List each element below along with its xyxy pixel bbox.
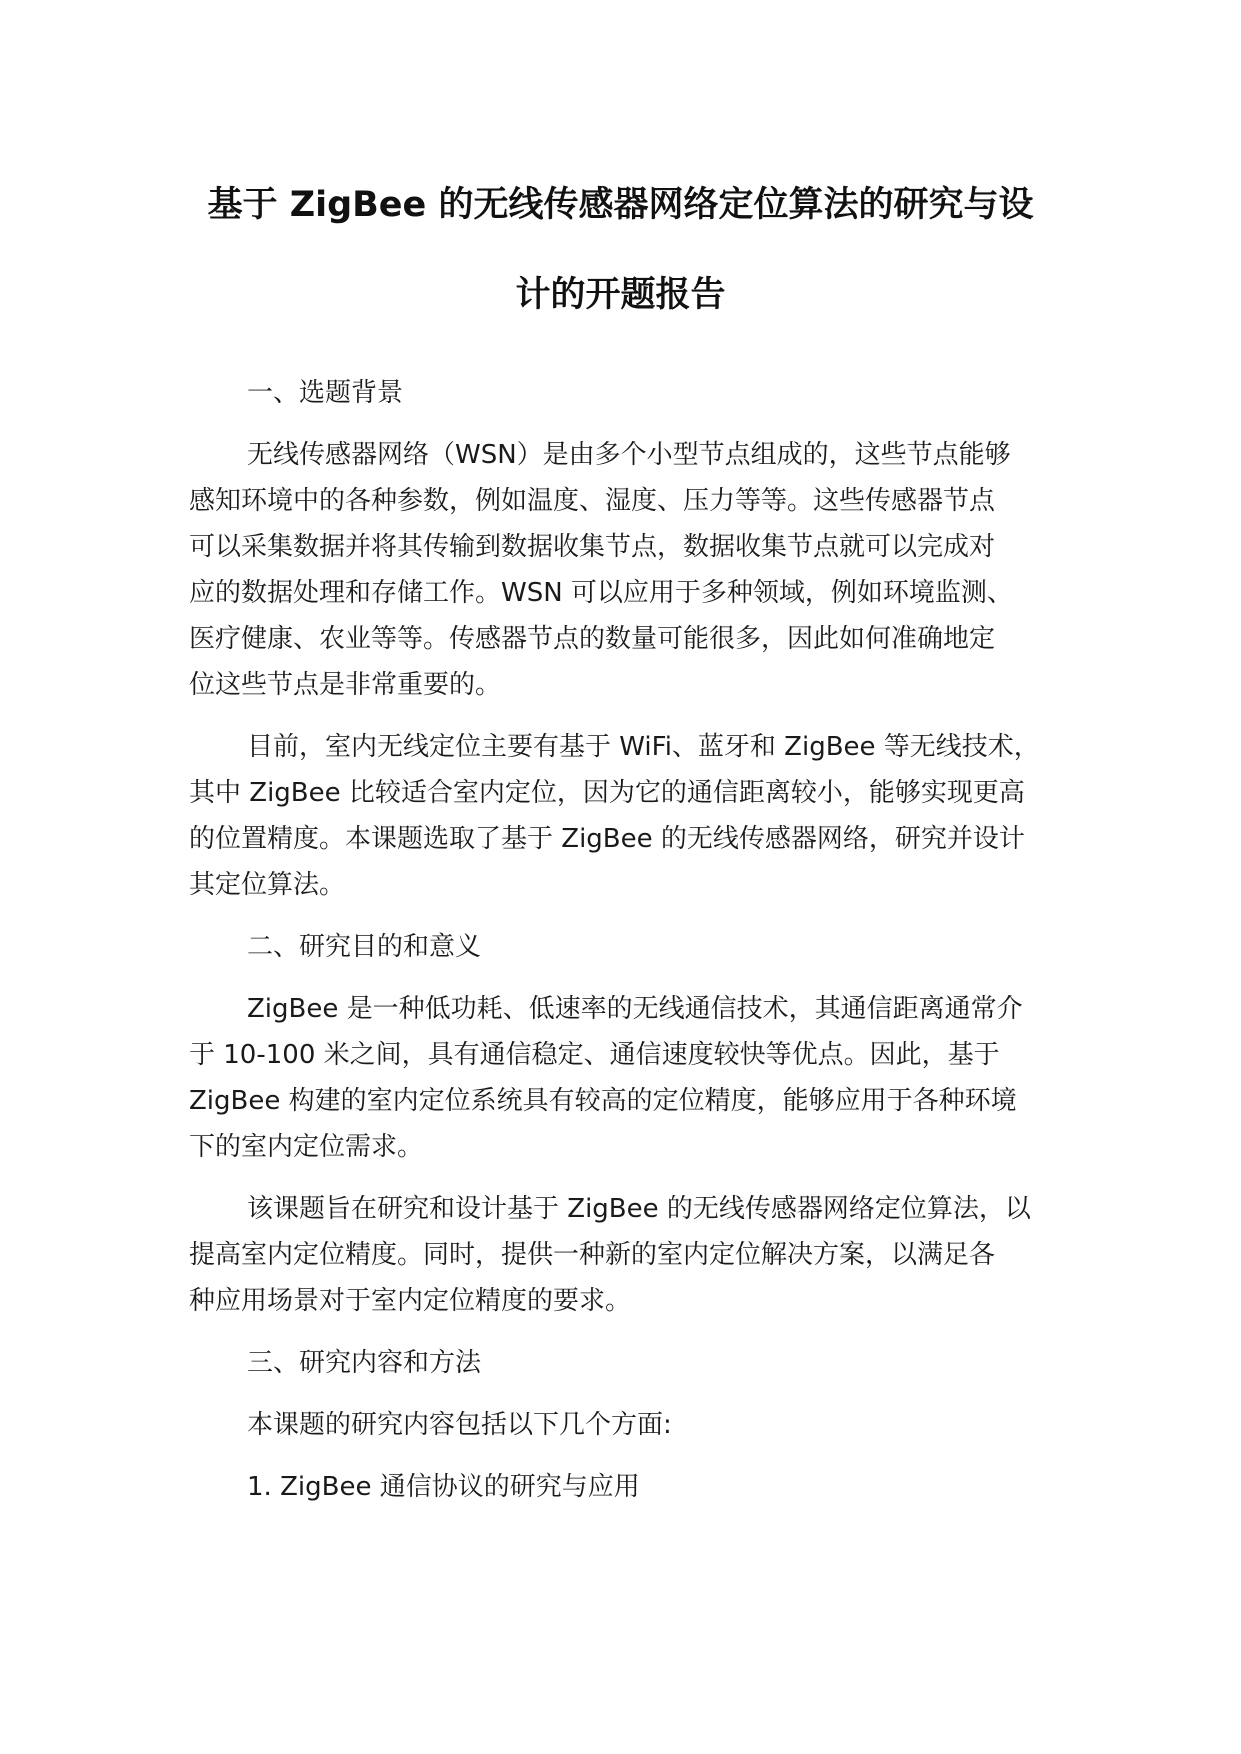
text-line: 提高室内定位精度。同时，提供一种新的室内定位解决方案，以满足各 — [189, 1240, 996, 1270]
text-line: 可以采集数据并将其传输到数据收集节点，数据收集节点就可以完成对 — [189, 532, 996, 562]
paragraph-background-1 — [189, 432, 1054, 708]
document-title — [150, 160, 1091, 340]
section-heading-methods: 三、研究内容和方法 — [247, 1348, 482, 1378]
document-body — [189, 370, 1054, 1526]
text-line: 该课题旨在研究和设计基于 ZigBee 的无线传感器网络定位算法，以 — [247, 1194, 1031, 1224]
text-line: 感知环境中的各种参数，例如温度、湿度、压力等等。这些传感器节点 — [189, 486, 996, 516]
text-line: 位这些节点是非常重要的。 — [189, 670, 502, 700]
paragraph-background-2 — [189, 724, 1054, 908]
text-line: 目前，室内无线定位主要有基于 WiFi、蓝牙和 ZigBee 等无线技术， — [247, 732, 1040, 762]
text-line: 于 10-100 米之间，具有通信稳定、通信速度较快等优点。因此，基于 — [189, 1040, 1000, 1070]
paragraph-purpose-1 — [189, 986, 1054, 1170]
text-line: 应的数据处理和存储工作。WSN 可以应用于多种领域，例如环境监测、 — [189, 578, 1013, 608]
text-line: 其定位算法。 — [189, 870, 346, 900]
text-line: 医疗健康、农业等等。传感器节点的数量可能很多，因此如何准确地定 — [189, 624, 996, 654]
methods-intro: 本课题的研究内容包括以下几个方面: — [247, 1410, 672, 1440]
text-line: 种应用场景对于室内定位精度的要求。 — [189, 1286, 632, 1316]
list-item-1: 1. ZigBee 通信协议的研究与应用 — [247, 1472, 640, 1502]
text-line: 下的室内定位需求。 — [189, 1132, 424, 1162]
text-line: 无线传感器网络（WSN）是由多个小型节点组成的，这些节点能够 — [247, 440, 1011, 470]
text-line: ZigBee 是一种低功耗、低速率的无线通信技术，其通信距离通常介 — [247, 994, 1023, 1024]
text-line: 其中 ZigBee 比较适合室内定位，因为它的通信距离较小，能够实现更高 — [189, 778, 1025, 808]
document-title-line-1: 基于 ZigBee 的无线传感器网络定位算法的研究与设 — [207, 185, 1034, 225]
text-line: 的位置精度。本课题选取了基于 ZigBee 的无线传感器网络，研究并设计 — [189, 824, 1025, 854]
section-heading-purpose: 二、研究目的和意义 — [247, 932, 482, 962]
text-line: ZigBee 构建的室内定位系统具有较高的定位精度，能够应用于各种环境 — [189, 1086, 1017, 1116]
section-heading-background: 一、选题背景 — [247, 378, 404, 408]
document-title-line-2: 计的开题报告 — [515, 275, 726, 315]
paragraph-purpose-2 — [189, 1186, 1054, 1324]
